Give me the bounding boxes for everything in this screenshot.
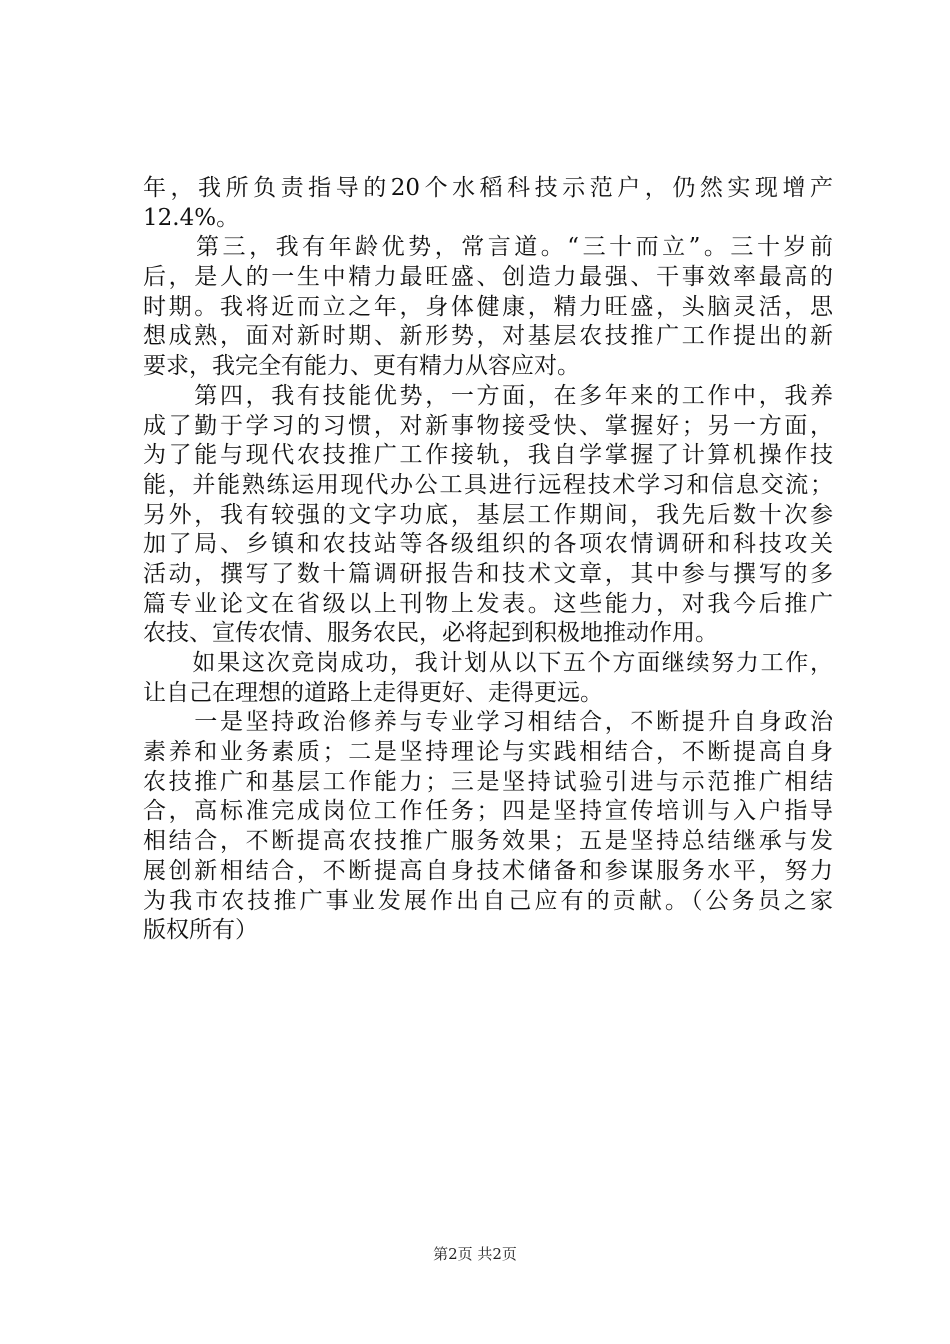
text-line: 合，高标准完成岗位工作任务；四是坚持宣传培训与入户指导: [143, 798, 833, 825]
text-line: 相结合，不断提高农技推广服务效果；五是坚持总结继承与发: [143, 828, 833, 855]
text-line: 一是坚持政治修养与专业学习相结合，不断提升自身政治: [143, 709, 833, 736]
text-line: 为我市农技推广事业发展作出自己应有的贡献。（公务员之家: [143, 887, 833, 914]
text-line: 年，我所负责指导的20个水稻科技示范户，仍然实现增产: [143, 175, 833, 201]
text-line: 能，并能熟练运用现代办公工具进行远程技术学习和信息交流；: [143, 471, 833, 498]
text-line: 后，是人的一生中精力最旺盛、创造力最强、干事效率最高的: [143, 264, 833, 291]
text-line: 活动，撰写了数十篇调研报告和技术文章，其中参与撰写的多: [143, 560, 833, 587]
page-number-footer: 第2页 共2页: [433, 1245, 517, 1263]
text-line: 素养和业务素质；二是坚持理论与实践相结合，不断提高自身: [143, 739, 833, 766]
text-line: 12.4%。: [143, 204, 240, 231]
text-line: 展创新相结合，不断提高自身技术储备和参谋服务水平，努力: [143, 857, 833, 884]
text-line: 想成熟，面对新时期、新形势，对基层农技推广工作提出的新: [143, 323, 833, 350]
text-line: 第三，我有年龄优势，常言道。“三十而立”。三十岁前: [143, 234, 833, 261]
text-line: 时期。我将近而立之年，身体健康，精力旺盛，头脑灵活，思: [143, 293, 833, 320]
text-line: 如果这次竞岗成功，我计划从以下五个方面继续努力工作，: [143, 650, 833, 676]
text-line: 加了局、乡镇和农技站等各级组织的各项农情调研和科技攻关: [143, 531, 833, 558]
text-line: 第四，我有技能优势，一方面，在多年来的工作中，我养: [143, 382, 833, 409]
text-line: 农技推广和基层工作能力；三是坚持试验引进与示范推广相结: [143, 768, 833, 795]
text-line: 为了能与现代农技推广工作接轨，我自学掌握了计算机操作技: [143, 442, 833, 469]
text-line: 让自己在理想的道路上走得更好、走得更远。: [143, 679, 603, 706]
document-body: [143, 174, 833, 946]
text-line: 要求，我完全有能力、更有精力从容应对。: [143, 353, 580, 380]
text-line: 成了勤于学习的习惯，对新事物接受快、掌握好；另一方面，: [143, 412, 833, 439]
text-line: 版权所有）: [143, 917, 258, 944]
text-line: 另外，我有较强的文字功底，基层工作期间，我先后数十次参: [143, 501, 833, 528]
text-line: 篇专业论文在省级以上刊物上发表。这些能力，对我今后推广: [143, 590, 833, 617]
text-line: 农技、宣传农情、服务农民，必将起到积极地推动作用。: [143, 620, 718, 647]
